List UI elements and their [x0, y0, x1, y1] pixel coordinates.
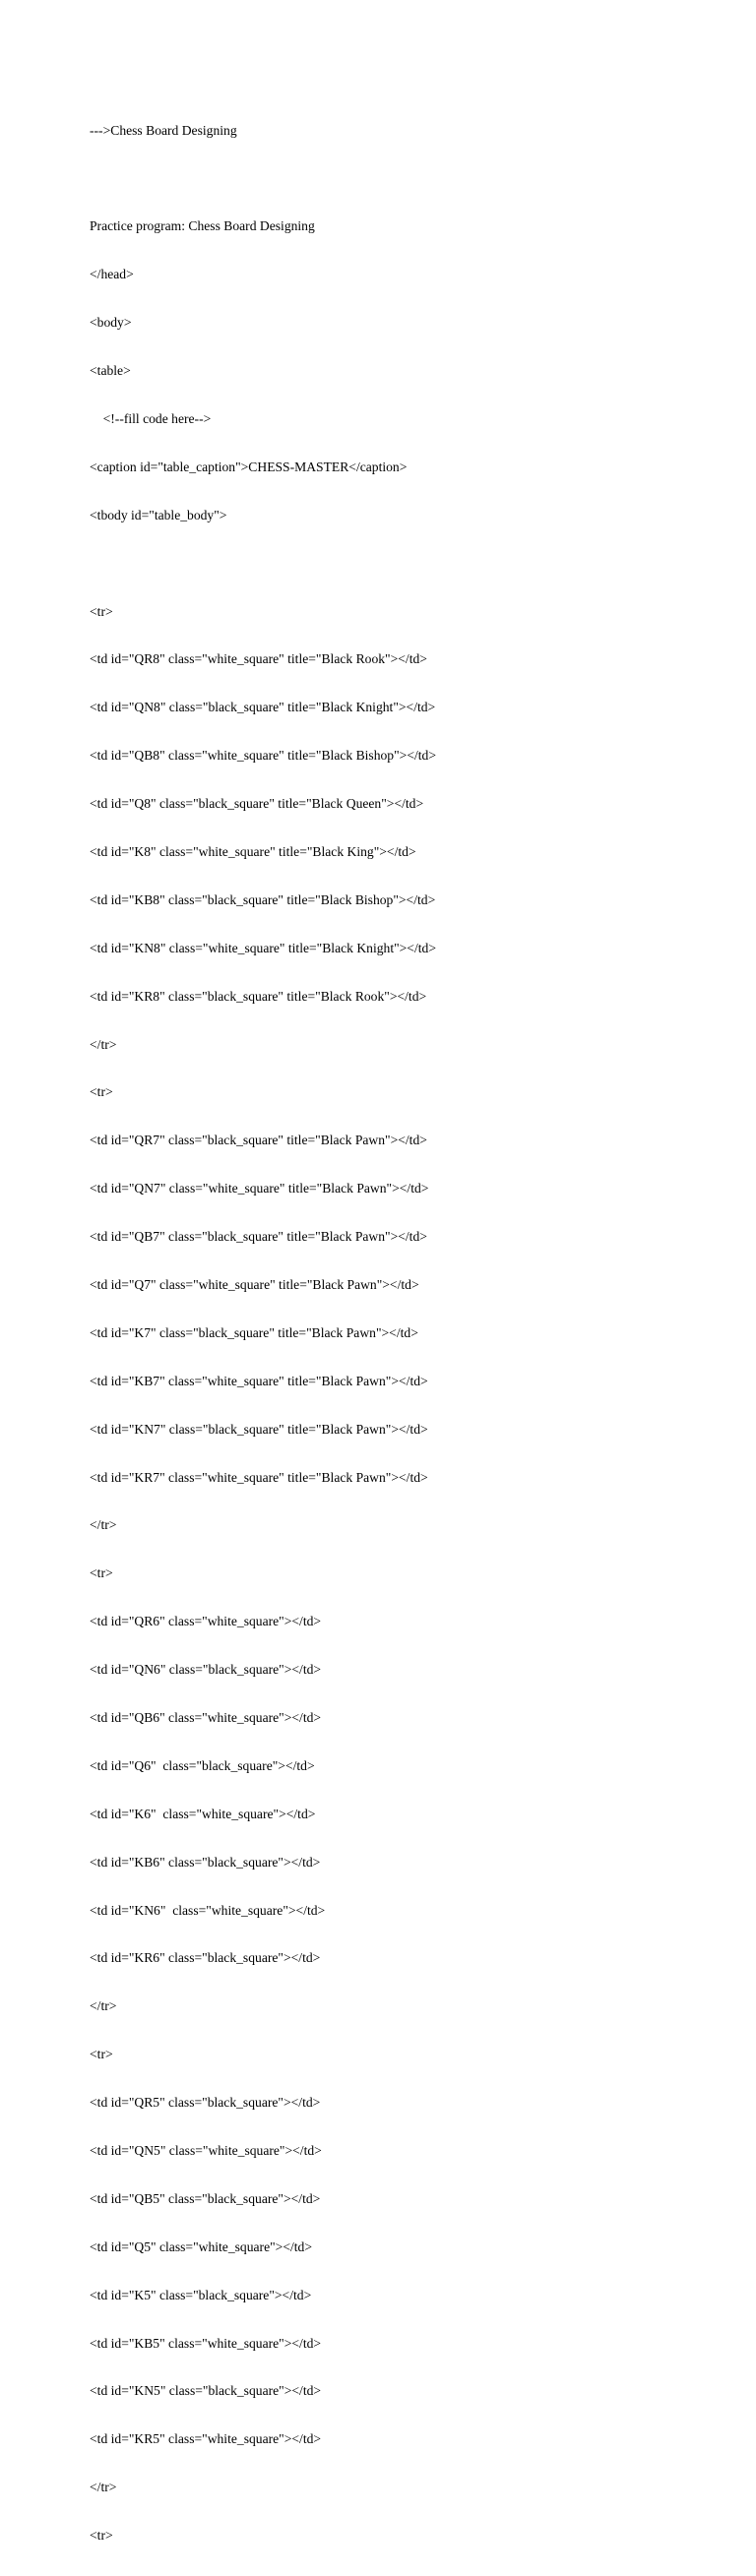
code-line: <td id="QN5" class="white_square"></td>	[90, 2143, 322, 2158]
code-line: <td id="QR8" class="white_square" title="Black Rook"></td>	[90, 651, 427, 667]
code-line: </tr>	[90, 1998, 117, 2014]
code-line: <td id="QB7" class="black_square" title="Black Pawn"></td>	[90, 1229, 427, 1245]
code-line: <tr>	[90, 603, 113, 619]
code-line: <tr>	[90, 2528, 113, 2544]
code-comment: <!--fill code here-->	[90, 410, 212, 426]
code-line: <td id="QN8" class="black_square" title="Black Knight"></td>	[90, 700, 436, 715]
code-line: <td id="QB5" class="black_square"></td>	[90, 2190, 321, 2206]
code-line: <body>	[90, 315, 132, 331]
code-line: <td id="KB7" class="white_square" title="Black Pawn"></td>	[90, 1373, 428, 1388]
code-line: <td id="KN7" class="black_square" title="Black Pawn"></td>	[90, 1421, 428, 1437]
code-line: <td id="KR8" class="black_square" title="Black Rook"></td>	[90, 988, 427, 1004]
code-line: <tr>	[90, 2047, 113, 2062]
code-line: <tbody id="table_body">	[90, 507, 227, 522]
document-body	[90, 91, 720, 2576]
code-line: <td id="KB8" class="black_square" title="Black Bishop"></td>	[90, 891, 436, 907]
code-line: <td id="QR5" class="black_square"></td>	[90, 2095, 321, 2111]
code-line: <td id="KB5" class="white_square"></td>	[90, 2335, 322, 2351]
code-line: <td id="KB6" class="black_square"></td>	[90, 1854, 321, 1870]
code-line: <td id="QB8" class="white_square" title="Black Bishop"></td>	[90, 748, 437, 764]
code-line: </tr>	[90, 1036, 117, 1052]
code-line: <td id="KR5" class="white_square"></td>	[90, 2431, 322, 2447]
code-line: <td id="K8" class="white_square" title="Black King"></td>	[90, 843, 416, 859]
code-line: <td id="K6" class="white_square"></td>	[90, 1806, 316, 1821]
code-line: <td id="Q7" class="white_square" title="Black Pawn"></td>	[90, 1276, 419, 1292]
code-line: </tr>	[90, 2480, 117, 2495]
code-line: <td id="Q6" class="black_square"></td>	[90, 1757, 315, 1773]
program-title: Practice program: Chess Board Designing	[90, 218, 315, 234]
code-line: <td id="KR6" class="black_square"></td>	[90, 1950, 321, 1966]
code-line: <td id="KN6" class="white_square"></td>	[90, 1902, 326, 1918]
code-line: <tr>	[90, 1565, 113, 1581]
code-line: <td id="QN7" class="white_square" title="Black Pawn"></td>	[90, 1181, 429, 1196]
code-line: <td id="KN8" class="white_square" title="Black Knight"></td>	[90, 940, 436, 955]
code-line: <caption id="table_caption">CHESS-MASTER</caption>	[90, 459, 408, 474]
code-line: <td id="K7" class="black_square" title="Black Pawn"></td>	[90, 1324, 418, 1340]
code-line: <td id="KR7" class="white_square" title="Black Pawn"></td>	[90, 1469, 428, 1485]
code-line: <td id="KN5" class="black_square"></td>	[90, 2383, 322, 2399]
code-line: <td id="Q8" class="black_square" title="Black Queen"></td>	[90, 796, 424, 812]
code-line: </tr>	[90, 1517, 117, 1533]
code-line: <td id="Q5" class="white_square"></td>	[90, 2239, 313, 2254]
code-line: <table>	[90, 363, 131, 379]
code-line: <td id="QN6" class="black_square"></td>	[90, 1662, 322, 1678]
code-line: <td id="QR6" class="white_square"></td>	[90, 1614, 322, 1629]
doc-title: --->Chess Board Designing	[90, 122, 237, 138]
code-line: <tr>	[90, 1084, 113, 1100]
code-line: <td id="QB6" class="white_square"></td>	[90, 1709, 322, 1725]
blank-line	[90, 170, 720, 186]
code-line: <td id="K5" class="black_square"></td>	[90, 2287, 312, 2302]
code-line: <td id="QR7" class="black_square" title="Black Pawn"></td>	[90, 1133, 427, 1148]
blank-line	[90, 556, 720, 572]
code-line: </head>	[90, 267, 134, 282]
